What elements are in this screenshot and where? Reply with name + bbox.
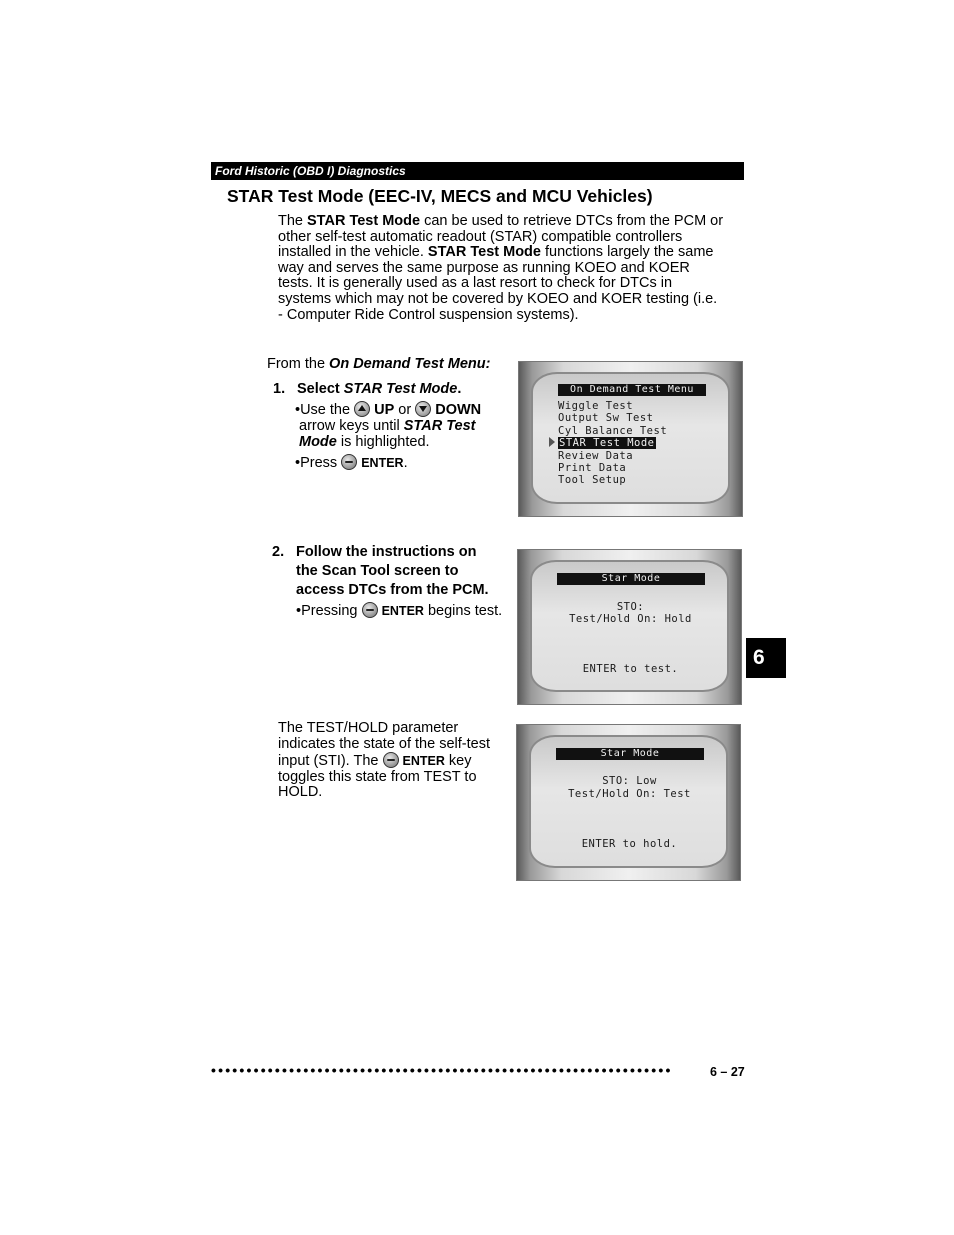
from-menu-prefix: From the [267,356,330,372]
step-1-heading [273,380,503,399]
menu-item-label: Wiggle Test [558,400,634,412]
bullet-menu-item: Mode [299,434,337,450]
step-number: 1. [273,381,286,397]
from-menu-label [267,356,490,372]
step-1 [273,380,503,471]
chapter-tab: 6 [746,638,786,678]
lcd-title: On Demand Test Menu [558,384,706,396]
bullet-text: or [394,402,416,418]
up-label: UP [374,402,395,418]
intro-bold: STAR Test Mode [307,213,421,229]
note-text: The TEST/HOLD parameter indicates the state of the self-test input (STI). The [278,720,490,769]
test-hold-note [278,721,510,801]
menu-item-label: Output Sw Test [558,412,654,425]
step-2 [272,543,517,619]
footer-dot-rule: ••••••••••••••••••••••••••••••••••••••••••••••••••••••••••••••••• [211,1063,673,1077]
scan-tool-screen-menu [518,361,743,517]
down-label: DOWN [435,402,482,418]
intro-text: The [278,213,308,229]
menu-item-review-data[interactable] [558,450,667,462]
up-arrow-key-icon [354,401,370,417]
lcd-sto-value: STO: Low [602,775,657,787]
lcd-sto-value: STO: [616,601,645,613]
enter-label: ENTER [381,604,424,618]
menu-item-cyl-balance-test[interactable] [558,425,667,437]
lcd-footer-prompt: ENTER to hold. [581,838,678,850]
step-number: 2. [272,544,285,560]
menu-item-label: Tool Setup [558,474,627,487]
enter-key-icon [383,752,399,768]
step-text: the Scan Tool screen to [296,563,459,579]
menu-item-output-sw-test[interactable] [558,412,667,424]
lcd-test-hold-value: Test/Hold On: Test [568,788,691,800]
menu-item-star-test-mode[interactable] [558,437,667,449]
bullet-text: •Use the [295,402,355,418]
bullet-text: is highlighted. [336,434,430,450]
note-text: key toggles this state from TEST to HOLD. [278,753,477,800]
section-header: Ford Historic (OBD I) Diagnostics [211,162,744,180]
intro-paragraph [278,214,724,323]
step-1-bullet-2 [273,454,503,471]
lcd-test-hold-value: Test/Hold On: Hold [569,613,692,625]
page-number: 6 – 27 [710,1065,745,1079]
lcd-title: Star Mode [556,748,704,760]
menu-item-label: Review Data [558,449,634,462]
scan-tool-screen-star-mode-test [516,724,741,881]
step-text: access DTCs from the PCM. [296,582,489,598]
enter-label: ENTER [402,754,445,768]
step-2-bullet-1 [272,602,517,619]
from-menu-name: On Demand Test Menu: [329,356,491,372]
menu-item-print-data[interactable] [558,462,667,474]
enter-key-icon [362,602,378,618]
menu-item-tool-setup[interactable] [558,474,667,486]
bullet-text: . [403,455,408,471]
step-text: . [457,381,462,397]
enter-key-icon [341,454,357,470]
step-1-bullet-1 [273,401,503,450]
lcd-menu-list [558,400,667,487]
step-2-heading [272,543,517,600]
menu-item-wiggle-test[interactable] [558,400,667,412]
menu-item-label: Cyl Balance Test [558,424,668,437]
menu-pointer-icon [549,437,555,447]
menu-item-label: Print Data [558,461,627,474]
down-arrow-key-icon [415,401,431,417]
menu-item-label: STAR Test Mode [559,437,655,450]
step-text: Select [297,381,344,397]
bullet-text: •Pressing [296,603,362,619]
scan-tool-screen-star-mode-hold [517,549,742,705]
bullet-text: arrow keys until [299,418,404,434]
enter-label: ENTER [361,456,404,470]
bullet-menu-item: STAR Test [403,418,476,434]
bullet-text: begins test. [423,603,503,619]
intro-bold: STAR Test Mode [427,244,541,261]
intro-text: functions largely the same way and serves the same purpose as running KOEO and KOER tests. It is generally used as a last resort to check for DTCs in systems which may not be covered by KOEO and KOER testing (i.e. - Computer Ride Control suspension systems). [278,244,718,323]
page-title: STAR Test Mode (EEC-IV, MECS and MCU Vehicles) [227,186,653,206]
bullet-text: •Press [295,455,342,471]
step-menu-item: STAR Test Mode [343,381,458,397]
lcd-title: Star Mode [557,573,705,585]
lcd-footer-prompt: ENTER to test. [582,663,679,675]
step-text: Follow the instructions on [296,544,477,560]
intro-text: can be used to retrieve DTCs from the PCM or other self-test automatic readout (STAR) compatible controllers installed in the vehicle. [278,213,724,261]
